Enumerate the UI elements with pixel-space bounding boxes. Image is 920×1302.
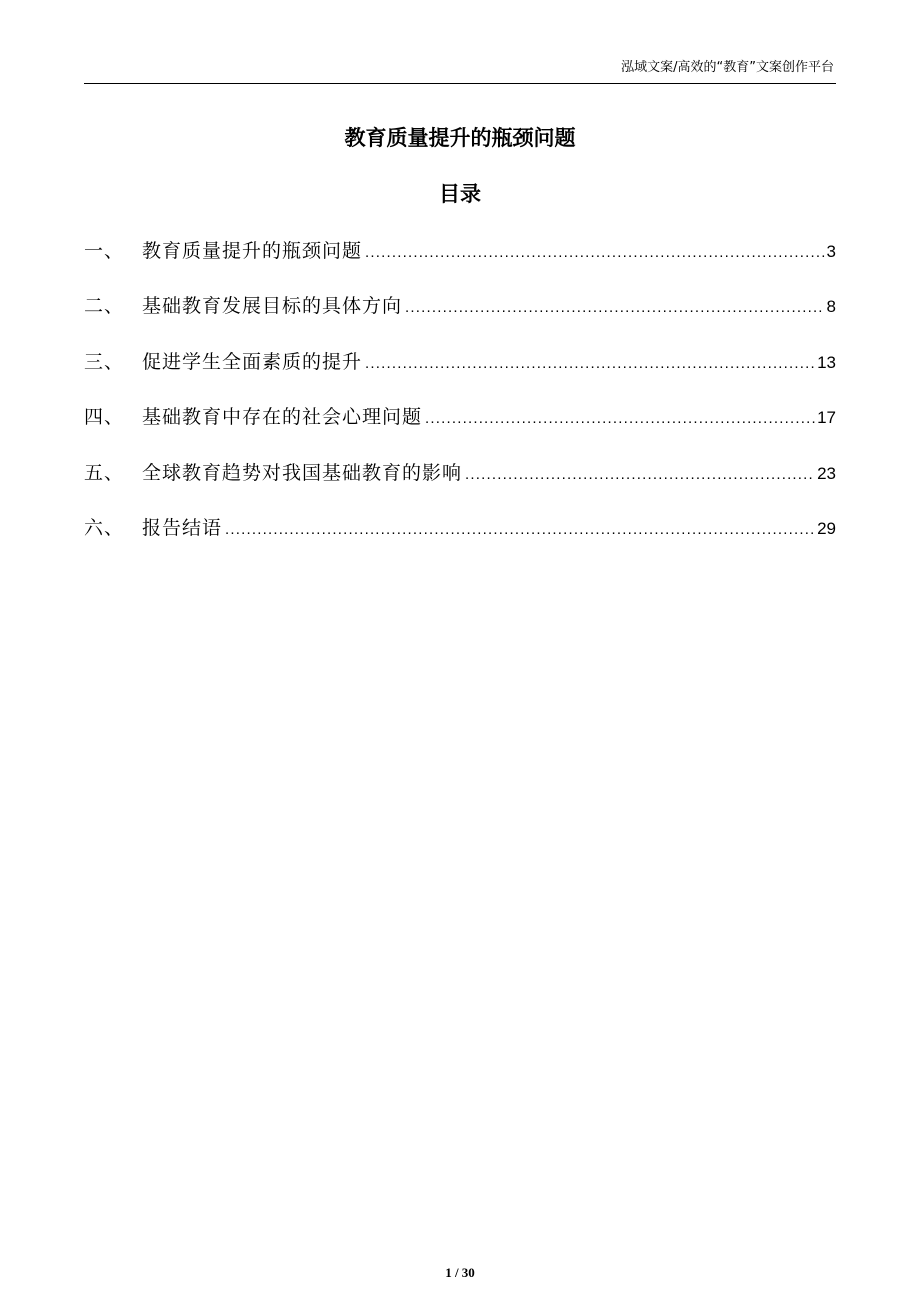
- toc-entry-number: 一、: [84, 240, 125, 262]
- toc-entry-6[interactable]: [84, 513, 836, 543]
- toc-dot-leader: [225, 515, 815, 545]
- toc-entry-page: 8: [826, 297, 836, 317]
- toc-entry-title: 报告结语: [142, 516, 223, 539]
- toc-entry-page: 29: [817, 518, 836, 538]
- document-title: 教育质量提升的瓶颈问题: [344, 126, 576, 150]
- toc-entry-4[interactable]: [84, 402, 836, 432]
- toc-entry-number: 二、: [84, 295, 125, 318]
- page-header: 泓域文案/高效的“教育”文案创作平台: [621, 60, 834, 75]
- toc-entry-title: 教育质量提升的瓶颈问题: [142, 240, 363, 262]
- toc-dot-leader: [465, 460, 815, 490]
- toc-dot-leader: [365, 349, 815, 379]
- header-divider: [84, 83, 836, 84]
- toc-dot-leader: [425, 404, 815, 434]
- toc-entry-title: 促进学生全面素质的提升: [142, 350, 363, 373]
- toc-entry-page: 23: [817, 463, 836, 483]
- toc-entry-2[interactable]: [84, 291, 836, 321]
- toc-entry-number: 六、: [84, 516, 125, 539]
- toc-heading: 目录: [439, 182, 481, 206]
- toc-entry-3[interactable]: [84, 347, 836, 377]
- toc-entry-title: 全球教育趋势对我国基础教育的影响: [142, 461, 463, 484]
- toc-entry-1[interactable]: [84, 236, 836, 266]
- toc-entry-number: 五、: [84, 461, 125, 484]
- toc-entry-page: 17: [817, 408, 836, 428]
- table-of-contents: [84, 236, 836, 568]
- page-number: 1 / 30: [445, 1265, 475, 1280]
- toc-entry-number: 四、: [84, 406, 125, 429]
- toc-dot-leader: [365, 238, 825, 268]
- toc-entry-title: 基础教育发展目标的具体方向: [142, 295, 403, 318]
- toc-entry-page: 3: [826, 242, 836, 261]
- toc-entry-page: 13: [817, 352, 836, 372]
- toc-entry-title: 基础教育中存在的社会心理问题: [142, 406, 423, 429]
- toc-dot-leader: [405, 293, 825, 323]
- toc-entry-5[interactable]: [84, 458, 836, 488]
- toc-entry-number: 三、: [84, 350, 125, 373]
